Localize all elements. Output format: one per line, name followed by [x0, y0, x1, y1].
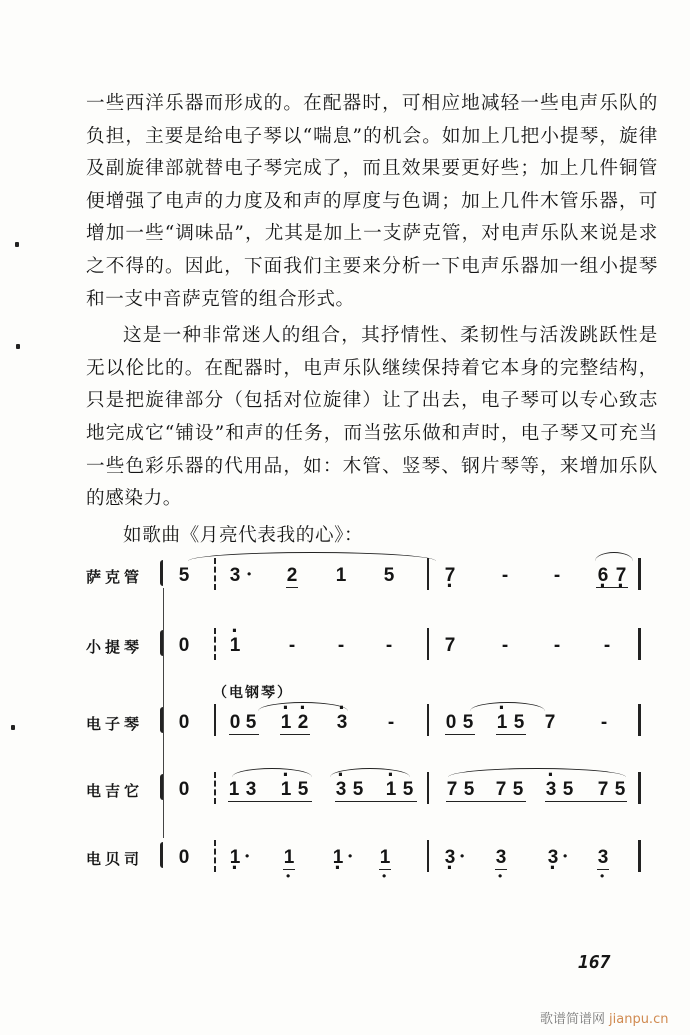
dot: · [459, 846, 466, 867]
note: 7 [495, 779, 507, 800]
note: 1 [283, 847, 295, 868]
barline [638, 772, 641, 804]
underline [496, 734, 526, 735]
note: - [600, 712, 608, 733]
body-text [86, 88, 658, 552]
note: 7 · [614, 566, 628, 586]
note: · 1 [228, 636, 242, 656]
dot: · [244, 846, 251, 867]
underline [596, 587, 628, 588]
note: 7 · [443, 566, 457, 586]
note: 3 [245, 779, 257, 800]
note: - [337, 635, 345, 656]
part-label-bass: 电贝司 [86, 850, 144, 868]
note: 0 [178, 712, 190, 733]
note: 5 [352, 779, 364, 800]
note: 3 · [443, 848, 457, 868]
note: - [553, 635, 561, 656]
note: · 2 [296, 713, 310, 733]
staff-brace [160, 630, 168, 656]
keyboard-annotation: （电钢琴） [213, 685, 293, 701]
scan-speck [16, 344, 20, 349]
barline [638, 840, 641, 872]
note: 0 [229, 712, 241, 733]
slur [232, 768, 312, 779]
note: - [385, 635, 393, 656]
staff-brace [160, 707, 168, 733]
dot: · [381, 866, 388, 887]
dot: · [285, 866, 292, 887]
barline [638, 704, 641, 736]
note: 1 [379, 847, 391, 868]
underline [545, 801, 627, 802]
watermark-url: jianpu.cn [609, 1012, 669, 1027]
note: · 1 [384, 780, 398, 800]
underline [228, 801, 312, 802]
note: 1 [228, 779, 240, 800]
barline [214, 840, 216, 872]
note: 3 [229, 565, 241, 586]
note: - [553, 565, 561, 586]
note: 5 [463, 779, 475, 800]
dot: · [599, 866, 606, 887]
note: 5 [245, 712, 257, 733]
note: 7 [544, 712, 556, 733]
underline [229, 734, 259, 735]
note: 7 [597, 779, 609, 800]
note: 5 [297, 779, 309, 800]
note: 0 [178, 779, 190, 800]
note: · 1 [279, 713, 293, 733]
note: 5 [562, 779, 574, 800]
dot: · [246, 564, 253, 585]
system-line [163, 588, 164, 838]
note: 3 [597, 847, 609, 868]
note: 0 [445, 712, 457, 733]
barline [214, 772, 216, 804]
staff-brace [160, 774, 168, 800]
note: · 3 [544, 780, 558, 800]
barline [638, 628, 641, 660]
part-label-saxophone: 萨克管 [86, 568, 144, 586]
page-number: 167 [578, 952, 611, 973]
part-label-keyboard: 电子琴 [86, 715, 144, 733]
note: 0 [178, 635, 190, 656]
barline [214, 704, 216, 736]
note: 3 · [546, 848, 560, 868]
note: 5 [402, 779, 414, 800]
paragraph-1: 一些西洋乐器而形成的。在配器时，可相应地减轻一些电声乐队的负担，主要是给电子琴以“喘息”的机会。如加上几把小提琴，旋律及副旋律部就替电子琴完成了，而且效果要更好些；加上几件铜管便增强了电声的力度及和声的厚度与色调；加上几件木管乐器，可增加一些“调味品”，尤其是加上一支萨克管，对电声乐队来说是求之不得的。因此，下面我们主要来分析一下电声乐器加一组小提琴和一支中音萨克管的组合形式。 [86, 93, 658, 310]
watermark-site-name: 歌谱简谱网 [540, 1012, 606, 1027]
dot: · [497, 866, 504, 887]
note: · 1 [279, 780, 293, 800]
note: 3 [495, 847, 507, 868]
note: - [501, 635, 509, 656]
note: · 3 [335, 713, 349, 733]
barline [427, 772, 429, 804]
note: 1 [335, 565, 347, 586]
note: · 1 [495, 713, 509, 733]
barline [427, 840, 429, 872]
note: 5 [614, 779, 626, 800]
barline [427, 628, 429, 660]
underline [335, 801, 417, 802]
slur [595, 552, 633, 563]
note: · 3 [334, 780, 348, 800]
note: 5 [462, 712, 474, 733]
slur [188, 552, 436, 563]
note: 5 [178, 565, 190, 586]
scan-speck [15, 242, 19, 247]
note: 5 [512, 779, 524, 800]
underline [446, 801, 526, 802]
paragraph-3: 如歌曲《月亮代表我的心》： [123, 524, 364, 546]
note: - [603, 635, 611, 656]
part-label-violin: 小提琴 [86, 638, 144, 656]
note: 7 [446, 779, 458, 800]
music-score [0, 530, 690, 890]
note: 0 [178, 847, 190, 868]
note: - [387, 712, 395, 733]
dot: · [562, 846, 569, 867]
note: 7 [444, 635, 456, 656]
note: - [288, 635, 296, 656]
note: 6 · [596, 566, 610, 586]
note: - [501, 565, 509, 586]
watermark [540, 1008, 668, 1027]
note: 5 [513, 712, 525, 733]
barline [214, 628, 216, 660]
staff-brace [160, 842, 168, 868]
barline [638, 558, 641, 590]
barline [427, 704, 429, 736]
slur [448, 768, 626, 779]
staff-brace [160, 560, 168, 586]
note: 1 · [228, 848, 242, 868]
note: 5 [383, 565, 395, 586]
note: 1 · [331, 848, 345, 868]
part-label-guitar: 电吉它 [86, 782, 144, 800]
note: 2 [286, 565, 298, 586]
paragraph-2: 这是一种非常迷人的组合，其抒情性、柔韧性与活泼跳跃性是无以伦比的。在配器时，电声乐队继续保持着它本身的完整结构，只是把旋律部分（包括对位旋律）让了出去，电子琴可以专心致志地完成它“铺设”和声的任务，而当弦乐做和声时，电子琴又可充当一些色彩乐器的代用品，如：木管、竖琴、钢片琴等，来增加乐队的感染力。 [86, 325, 658, 510]
dot: · [347, 846, 354, 867]
underline [286, 587, 298, 588]
underline [445, 734, 475, 735]
underline [280, 734, 310, 735]
